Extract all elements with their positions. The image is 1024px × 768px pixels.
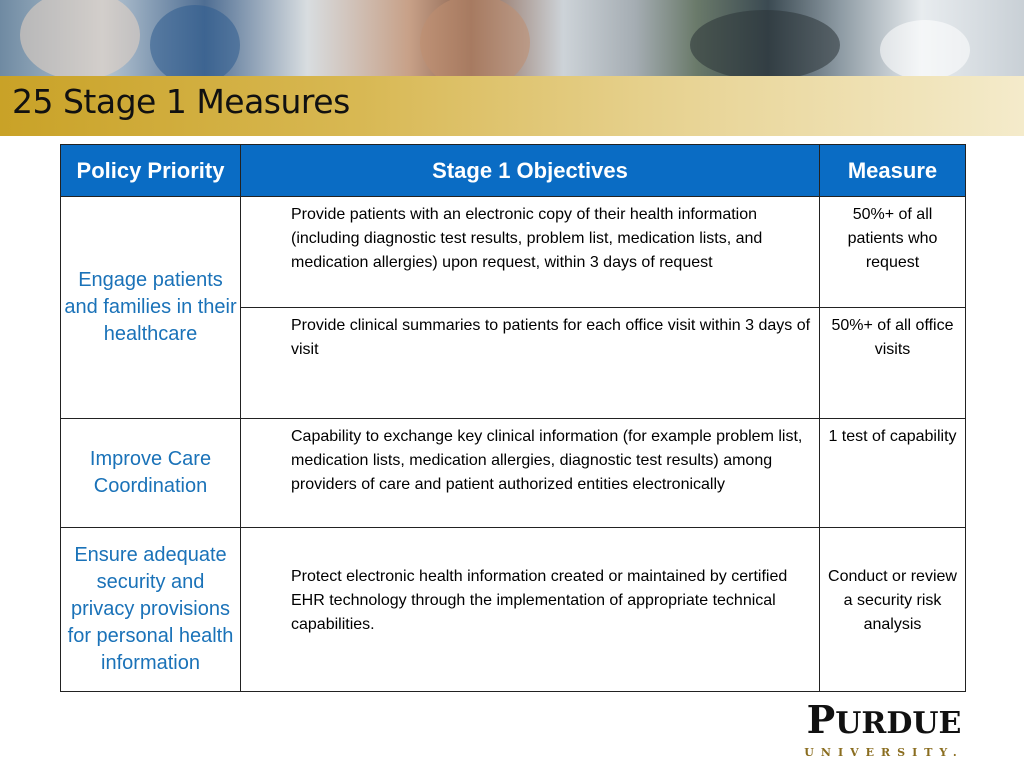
photo-tablet-device (690, 10, 840, 76)
table-row (61, 419, 966, 528)
measure-cell: 1 test of capability (820, 419, 966, 528)
photo-person-scrubs (150, 5, 240, 76)
measure-cell: Conduct or review a security risk analysis (820, 528, 966, 692)
logo-subtitle: UNIVERSITY. (804, 746, 964, 759)
header-stage1-objectives: Stage 1 Objectives (241, 145, 820, 197)
table-header-row (61, 145, 966, 197)
priority-cell: Improve Care Coordination (61, 419, 241, 528)
measure-cell: 50%+ of all office visits (820, 308, 966, 419)
slide-title: 25 Stage 1 Measures (12, 82, 350, 121)
photo-person-center (420, 0, 530, 76)
objective-cell: Capability to exchange key clinical information (for example problem list, medication lists, medication allergies, diagnostic test results) among providers of care and patient authorized entities electronically (241, 419, 820, 528)
header-photo-banner (0, 0, 1024, 76)
priority-cell: Engage patients and families in their healthcare (61, 197, 241, 419)
objective-cell: Provide clinical summaries to patients for each office visit within 3 days of visit (241, 308, 820, 419)
objective-cell: Provide patients with an electronic copy of their health information (including diagnostic test results, problem list, medication lists, and medication allergies) upon request, within 3 days of request (241, 197, 820, 308)
header-policy-priority: Policy Priority (61, 145, 241, 197)
table-row (61, 197, 966, 308)
photo-person-left (20, 0, 140, 76)
measure-cell: 50%+ of all patients who request (820, 197, 966, 308)
logo-wordmark (794, 697, 974, 744)
table-row (61, 528, 966, 692)
purdue-logo (794, 697, 974, 759)
measures-table (60, 144, 966, 692)
photo-hand (880, 20, 970, 76)
logo-rest: URDUE (835, 706, 962, 741)
priority-cell: Ensure adequate security and privacy provisions for personal health information (61, 528, 241, 692)
logo-initial: P (806, 697, 836, 742)
title-bar (0, 76, 1024, 136)
objective-cell: Protect electronic health information created or maintained by certified EHR technology through the implementation of appropriate technical capabilities. (241, 528, 820, 692)
header-measure: Measure (820, 145, 966, 197)
